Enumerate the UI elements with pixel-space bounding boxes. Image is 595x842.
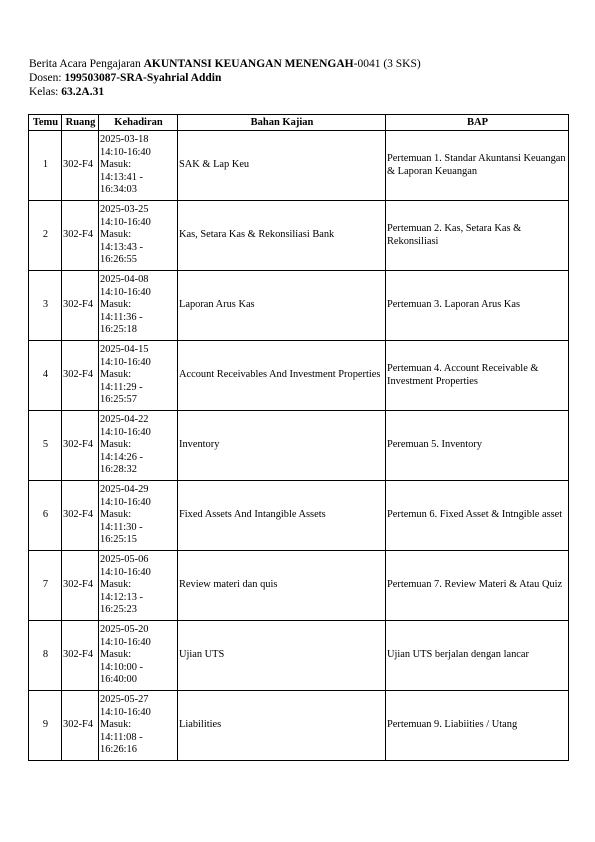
jam-keluar: 16:40:00: [100, 674, 137, 686]
jam-keluar: 16:25:57: [100, 394, 137, 406]
course-code: -0041 (3 SKS): [353, 58, 421, 70]
jam-keluar: 16:26:55: [100, 254, 137, 266]
table-header-row: [29, 115, 569, 131]
document-title: Berita Acara Pengajaran AKUNTANSI KEUANGAN MENENGAH-0041 (3 SKS): [29, 58, 421, 70]
jam-jadwal: 14:10-16:40: [100, 356, 151, 368]
cell-kehadiran: [99, 411, 178, 481]
jam-masuk: 14:14:26 -: [100, 451, 144, 463]
table-row: [29, 691, 569, 761]
jam-jadwal: 14:10-16:40: [100, 286, 151, 298]
jam-masuk: 14:11:29 -: [100, 381, 143, 393]
masuk-label: Masuk:: [100, 649, 132, 661]
tanggal: 2025-04-29: [100, 484, 149, 496]
cell-ruang: 302-F4: [62, 201, 99, 271]
tanggal: 2025-03-25: [100, 204, 149, 216]
dosen-line: Dosen: 199503087-SRA-Syahrial Addin: [29, 72, 222, 84]
table-row: [29, 131, 569, 201]
table-row: [29, 481, 569, 551]
column-header-bap: BAP: [386, 115, 569, 131]
document-header: [29, 57, 569, 99]
cell-kehadiran: [99, 691, 178, 761]
tanggal: 2025-05-20: [100, 624, 149, 636]
table-row: [29, 551, 569, 621]
cell-bahan-kajian: Liabilities: [178, 691, 386, 761]
cell-kehadiran: [99, 551, 178, 621]
cell-temu: 6: [29, 481, 62, 551]
cell-bahan-kajian: Laporan Arus Kas: [178, 271, 386, 341]
jam-masuk: 14:11:36 -: [100, 311, 143, 323]
table-row: [29, 621, 569, 691]
cell-temu: 8: [29, 621, 62, 691]
cell-bap: Ujian UTS berjalan dengan lancar: [386, 621, 569, 691]
masuk-label: Masuk:: [100, 299, 132, 311]
cell-bap: Peremuan 5. Inventory: [386, 411, 569, 481]
cell-bahan-kajian: Review materi dan quis: [178, 551, 386, 621]
tanggal: 2025-04-08: [100, 274, 149, 286]
cell-kehadiran: [99, 131, 178, 201]
jam-masuk: 14:11:30 -: [100, 521, 143, 533]
column-header-bahan-kajian: Bahan Kajian: [178, 115, 386, 131]
jam-jadwal: 14:10-16:40: [100, 636, 151, 648]
masuk-label: Masuk:: [100, 159, 132, 171]
cell-ruang: 302-F4: [62, 481, 99, 551]
table-row: [29, 271, 569, 341]
cell-kehadiran: [99, 271, 178, 341]
cell-kehadiran: [99, 621, 178, 691]
cell-temu: 2: [29, 201, 62, 271]
cell-ruang: 302-F4: [62, 131, 99, 201]
cell-bahan-kajian: Kas, Setara Kas & Rekonsiliasi Bank: [178, 201, 386, 271]
jam-masuk: 14:13:43 -: [100, 241, 144, 253]
cell-temu: 3: [29, 271, 62, 341]
cell-temu: 9: [29, 691, 62, 761]
cell-temu: 1: [29, 131, 62, 201]
cell-bahan-kajian: SAK & Lap Keu: [178, 131, 386, 201]
masuk-label: Masuk:: [100, 579, 132, 591]
table-row: [29, 411, 569, 481]
masuk-label: Masuk:: [100, 439, 132, 451]
tanggal: 2025-03-18: [100, 134, 149, 146]
cell-temu: 5: [29, 411, 62, 481]
jam-keluar: 16:28:32: [100, 464, 137, 476]
tanggal: 2025-05-06: [100, 554, 149, 566]
jam-masuk: 14:11:08 -: [100, 731, 143, 743]
jam-keluar: 16:25:15: [100, 534, 137, 546]
jam-keluar: 16:25:18: [100, 324, 137, 336]
cell-bap: Pertemuan 1. Standar Akuntansi Keuangan & Laporan Keuangan: [386, 131, 569, 201]
cell-bap: Pertemuan 4. Account Receivable & Investment Properties: [386, 341, 569, 411]
masuk-label: Masuk:: [100, 509, 132, 521]
kelas-value: 63.2A.31: [61, 86, 105, 98]
jam-jadwal: 14:10-16:40: [100, 706, 151, 718]
kelas-line: Kelas: 63.2A.31: [29, 86, 105, 98]
cell-temu: 4: [29, 341, 62, 411]
tanggal: 2025-04-15: [100, 344, 149, 356]
cell-temu: 7: [29, 551, 62, 621]
column-header-ruang: Ruang: [62, 115, 99, 131]
table-row: [29, 201, 569, 271]
course-name: AKUNTANSI KEUANGAN MENENGAH: [143, 58, 354, 70]
jam-jadwal: 14:10-16:40: [100, 496, 151, 508]
dosen-value: 199503087-SRA-Syahrial Addin: [64, 72, 222, 84]
jam-keluar: 16:26:16: [100, 744, 137, 756]
masuk-label: Masuk:: [100, 719, 132, 731]
cell-bap: Pertemuan 2. Kas, Setara Kas & Rekonsiliasi: [386, 201, 569, 271]
cell-bahan-kajian: Account Receivables And Investment Properties: [178, 341, 386, 411]
jam-jadwal: 14:10-16:40: [100, 426, 151, 438]
tanggal: 2025-04-22: [100, 414, 149, 426]
tanggal: 2025-05-27: [100, 694, 149, 706]
cell-bahan-kajian: Fixed Assets And Intangible Assets: [178, 481, 386, 551]
jam-keluar: 16:34:03: [100, 184, 137, 196]
cell-ruang: 302-F4: [62, 271, 99, 341]
masuk-label: Masuk:: [100, 369, 132, 381]
cell-ruang: 302-F4: [62, 551, 99, 621]
cell-kehadiran: [99, 201, 178, 271]
masuk-label: Masuk:: [100, 229, 132, 241]
cell-ruang: 302-F4: [62, 621, 99, 691]
cell-bahan-kajian: Ujian UTS: [178, 621, 386, 691]
cell-bahan-kajian: Inventory: [178, 411, 386, 481]
jam-jadwal: 14:10-16:40: [100, 216, 151, 228]
cell-bap: Pertemuan 9. Liabiities / Utang: [386, 691, 569, 761]
jam-keluar: 16:25:23: [100, 604, 137, 616]
jam-masuk: 14:13:41 -: [100, 171, 144, 183]
cell-kehadiran: [99, 481, 178, 551]
jam-masuk: 14:10:00 -: [100, 661, 144, 673]
cell-ruang: 302-F4: [62, 341, 99, 411]
attendance-table: [28, 114, 569, 761]
cell-bap: Pertemuan 3. Laporan Arus Kas: [386, 271, 569, 341]
cell-ruang: 302-F4: [62, 411, 99, 481]
column-header-kehadiran: Kehadiran: [99, 115, 178, 131]
cell-bap: Pertemuan 7. Review Materi & Atau Quiz: [386, 551, 569, 621]
cell-kehadiran: [99, 341, 178, 411]
cell-bap: Pertemun 6. Fixed Asset & Intngible asset: [386, 481, 569, 551]
cell-ruang: 302-F4: [62, 691, 99, 761]
jam-jadwal: 14:10-16:40: [100, 146, 151, 158]
jam-jadwal: 14:10-16:40: [100, 566, 151, 578]
table-row: [29, 341, 569, 411]
jam-masuk: 14:12:13 -: [100, 591, 144, 603]
column-header-temu: Temu: [29, 115, 62, 131]
